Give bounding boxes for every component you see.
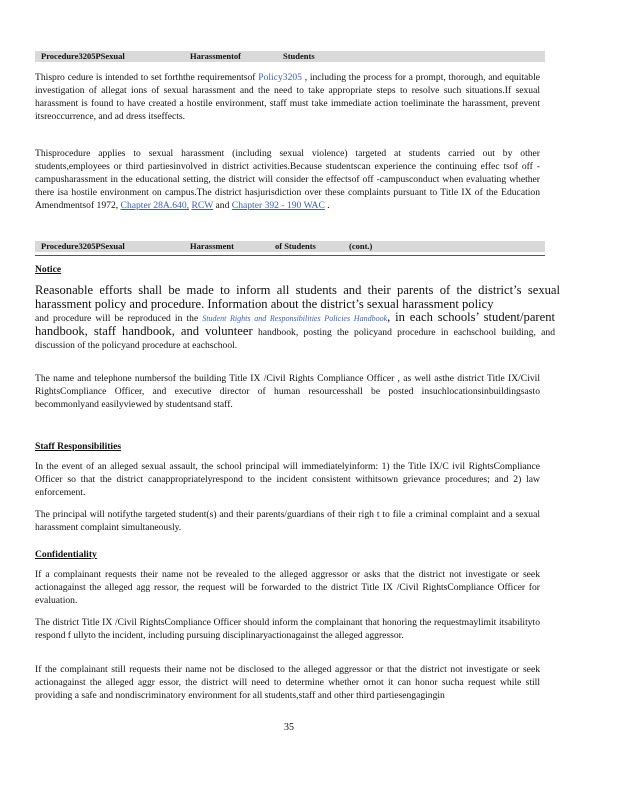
page-number: 35 xyxy=(284,722,294,733)
header-procedure-title: Procedure3205PSexual xyxy=(41,51,125,61)
staff-paragraph-2: The principal will notifythe targeted student(s) and their parents/guardians of their righ t to file a criminal complaint and a sexual harassment complaint simultaneously. xyxy=(35,509,540,533)
policy-3205-link[interactable]: Policy3205 xyxy=(258,72,302,83)
scope-paragraph: Thisprocedure applies to sexual harassment (including sexual violence) targeted at students carried out by other students,employees or third partiesinvolved in district activities.Because studentscan experience the continuing effec tsof off -campusharassment in the educational setting, the district will consider the effectsof off -campusconduct when evaluating whether there isa hostile environment on campus.The district hasjurisdiction over these complaints pursuant to Title IX of the Education Amendmentsof 1972, Chapter 28A.640, RCW and Chapter 392 - 190 WAC . xyxy=(35,148,540,211)
chapter-28a640-link[interactable]: Chapter 28A.640, xyxy=(120,200,190,211)
notice-posting-paragraph: The name and telephone numbersof the building Title IX /Civil Rights Compliance Officer , as well asthe district Title IX/Civil RightsCompliance Officer, and executive director of human resourcesshall be posted insuchlocationsinbuildingsasto becommonlyand easilyviewed by studentsand staff. xyxy=(35,373,540,410)
header-cont: (cont.) xyxy=(349,241,373,251)
staff-responsibilities-heading: Staff Responsibilities xyxy=(35,441,122,452)
confidentiality-paragraph-2: The district Title IX /Civil RightsCompliance Officer should inform the complainant that honoring the requestmaylimit itsabilityto respond f ullyto the incident, including pursuing disciplinaryactionagainst the alleged aggressor. xyxy=(35,617,540,641)
staff-paragraph-1: In the event of an alleged sexual assault, the school principal will immediatelyinform: 1) the Title IX/C ivil RightsCompliance Officer so that the district canappropriatelyrespond to the incident consistent withitsown grievance procedures; and 2) law enforcement. xyxy=(35,461,540,498)
intro-paragraph: Thispro cedure is intended to set forththe requirementsof Policy3205 , including the process for a prompt, thorough, and equitable investigation of allegat ions of sexual harassment and the need to take appropriate steps to resolve such situations.If sexual harassment is found to have created a hostile environment, staff must take immediate action toeliminate the harassment, prevent itsreoccurrence, and ad dress itseffects. xyxy=(35,72,540,122)
procedure-header-band xyxy=(35,51,545,62)
header-procedure-title: Procedure3205PSexual xyxy=(41,241,125,251)
header-harassment: Harassment xyxy=(190,241,234,251)
header-of-students: of Students xyxy=(275,241,316,251)
student-rights-handbook-link[interactable]: Student Rights and Responsibilities Policies Handbook xyxy=(202,314,388,323)
rcw-link[interactable]: RCW xyxy=(191,200,214,211)
notice-heading: Notice xyxy=(35,264,62,275)
header-students: Students xyxy=(283,51,315,61)
confidentiality-heading: Confidentiality xyxy=(35,549,97,560)
notice-handbook-paragraph: and procedure will be reproduced in the Student Rights and Responsibilities Policies Handbook, in each schools’ student/parent handbook, staff handbook, and volunteer handbook, posting the policyand procedure in eachschool building, and discussion of the policyand procedure at eachschool. xyxy=(35,310,555,351)
header-divider xyxy=(35,255,545,256)
confidentiality-paragraph-3: If the complainant still requests their name not be disclosed to the alleged aggressor or that the district not investigate or seek actionagainst the alleged aggr essor, the district will need to determine whether ornot it can honor sucha request while still providing a safe and nondiscriminatory environment for all students,staff and other third partiesengagingin xyxy=(35,664,540,701)
header-harassment: Harassmentof xyxy=(190,51,241,61)
chapter-392-190-wac-link[interactable]: Chapter 392 - 190 WAC xyxy=(231,200,325,211)
notice-large-text: Reasonable efforts shall be made to inform all students and their parents of the district’s sexual harassment policy and procedure. Information about the district’s sexual harassment policy xyxy=(35,283,560,311)
procedure-header-band-cont xyxy=(35,241,545,252)
confidentiality-paragraph-1: If a complainant requests their name not be revealed to the alleged aggressor or asks that the district not investigate or seek actionagainst the alleged agg ressor, the request will be forwarded to the district Title IX /Civil RightsCompliance Officer for evaluation. xyxy=(35,569,540,606)
